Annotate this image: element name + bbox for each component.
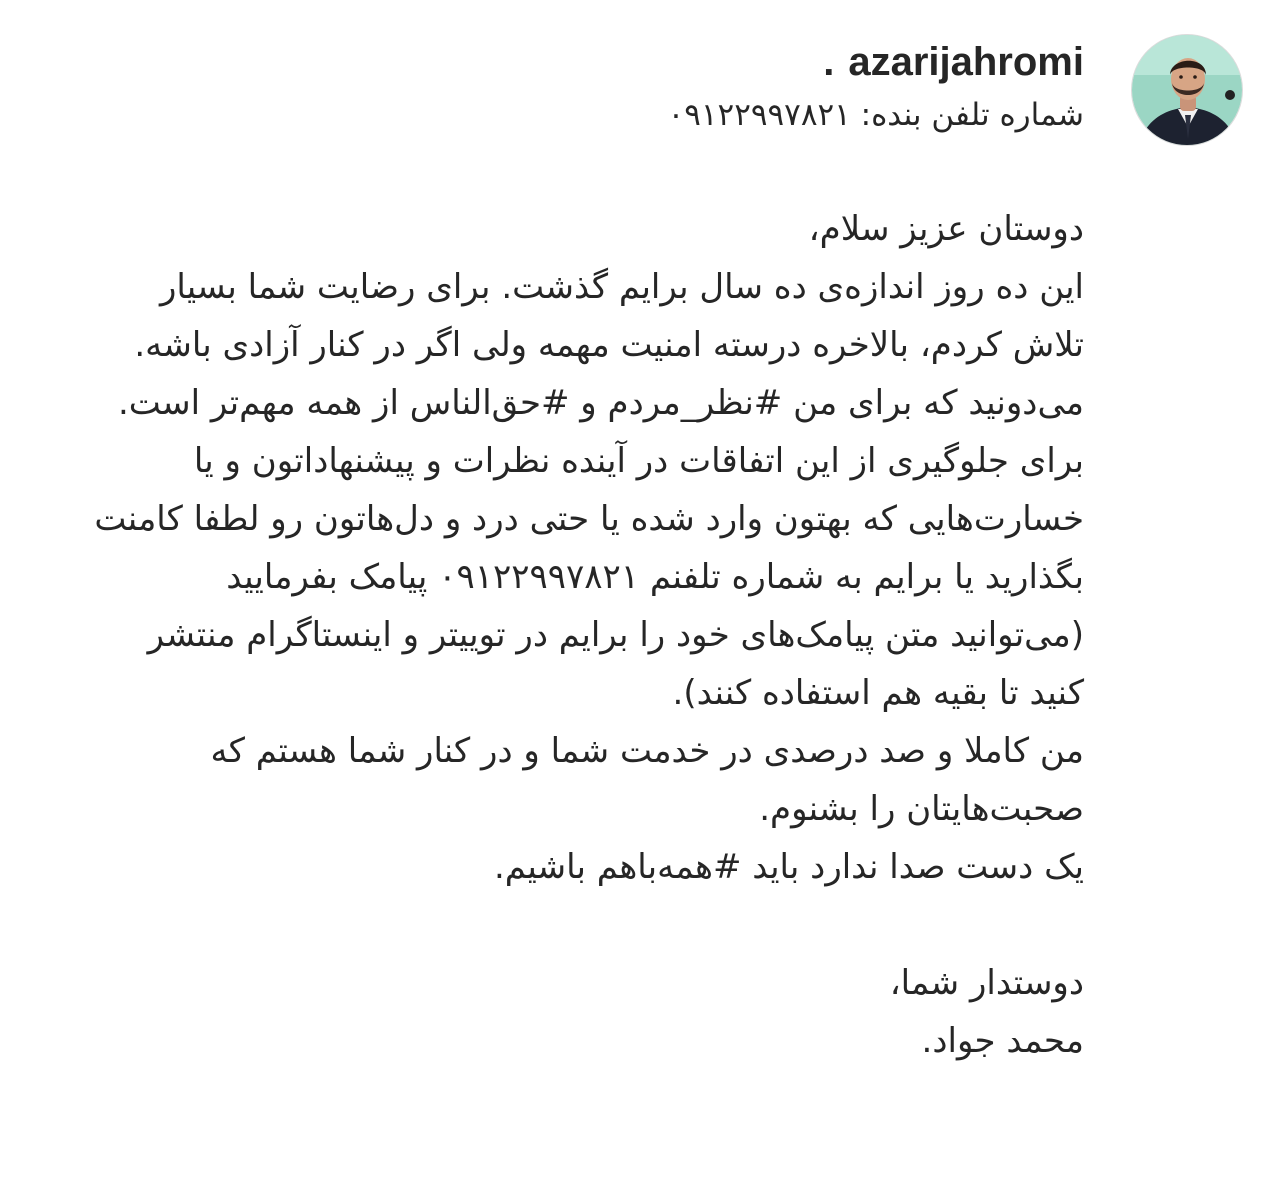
caption-paragraph-1: این ده روز اندازه‌ی ده سال برایم گذشت. برای رضایت شما بسیار تلاش کردم، بالاخره درسته امنیت مهمه ولی اگر در کنار آزادی باشه. bbox=[134, 267, 1084, 365]
caption-greeting: دوستان عزیز سلام، bbox=[808, 209, 1084, 249]
username-line bbox=[184, 36, 1084, 88]
bio-phone-line: شماره تلفن بنده: ۰۹۱۲۲۹۹۷۸۲۱ bbox=[667, 97, 1084, 133]
caption-paragraph-3: من کاملا و صد درصدی در خدمت شما و در کنار شما هستم که صحبت‌هایتان را بشنوم. bbox=[210, 731, 1084, 829]
caption-paragraph-2: می‌دونید که برای من #نظر_مردم و #حق‌الناس از همه مهم‌تر است. برای جلوگیری از این اتفاقات در آینده نظرات و پیشنهاداتون و یا خسارت‌هایی که بهتون وارد شده یا حتی درد و دل‌هاتون رو لطفا کامنت بگذارید یا برایم به شماره تلفنم ۰۹۱۲۲۹۹۷۸۲۱ پیامک بفرمایید (می‌توانید متن پیامک‌های خود را برایم در توییتر و اینستاگرام منتشر کنید تا بقیه هم استفاده کنند). bbox=[94, 383, 1084, 713]
username-link[interactable]: azarijahromi bbox=[848, 40, 1084, 84]
caption-paragraph-4: یک دست صدا ندارد باید #همه‌باهم باشیم. bbox=[493, 847, 1084, 887]
caption-spacer bbox=[84, 896, 1084, 954]
caption-signoff-2: محمد جواد. bbox=[921, 1021, 1084, 1061]
caption-signoff-1: دوستدار شما، bbox=[889, 963, 1084, 1003]
profile-avatar[interactable] bbox=[1131, 34, 1243, 146]
username-dot: . bbox=[823, 40, 835, 84]
profile-photo-icon bbox=[1132, 35, 1243, 146]
post-caption bbox=[84, 200, 1084, 1070]
post-header bbox=[184, 36, 1084, 138]
